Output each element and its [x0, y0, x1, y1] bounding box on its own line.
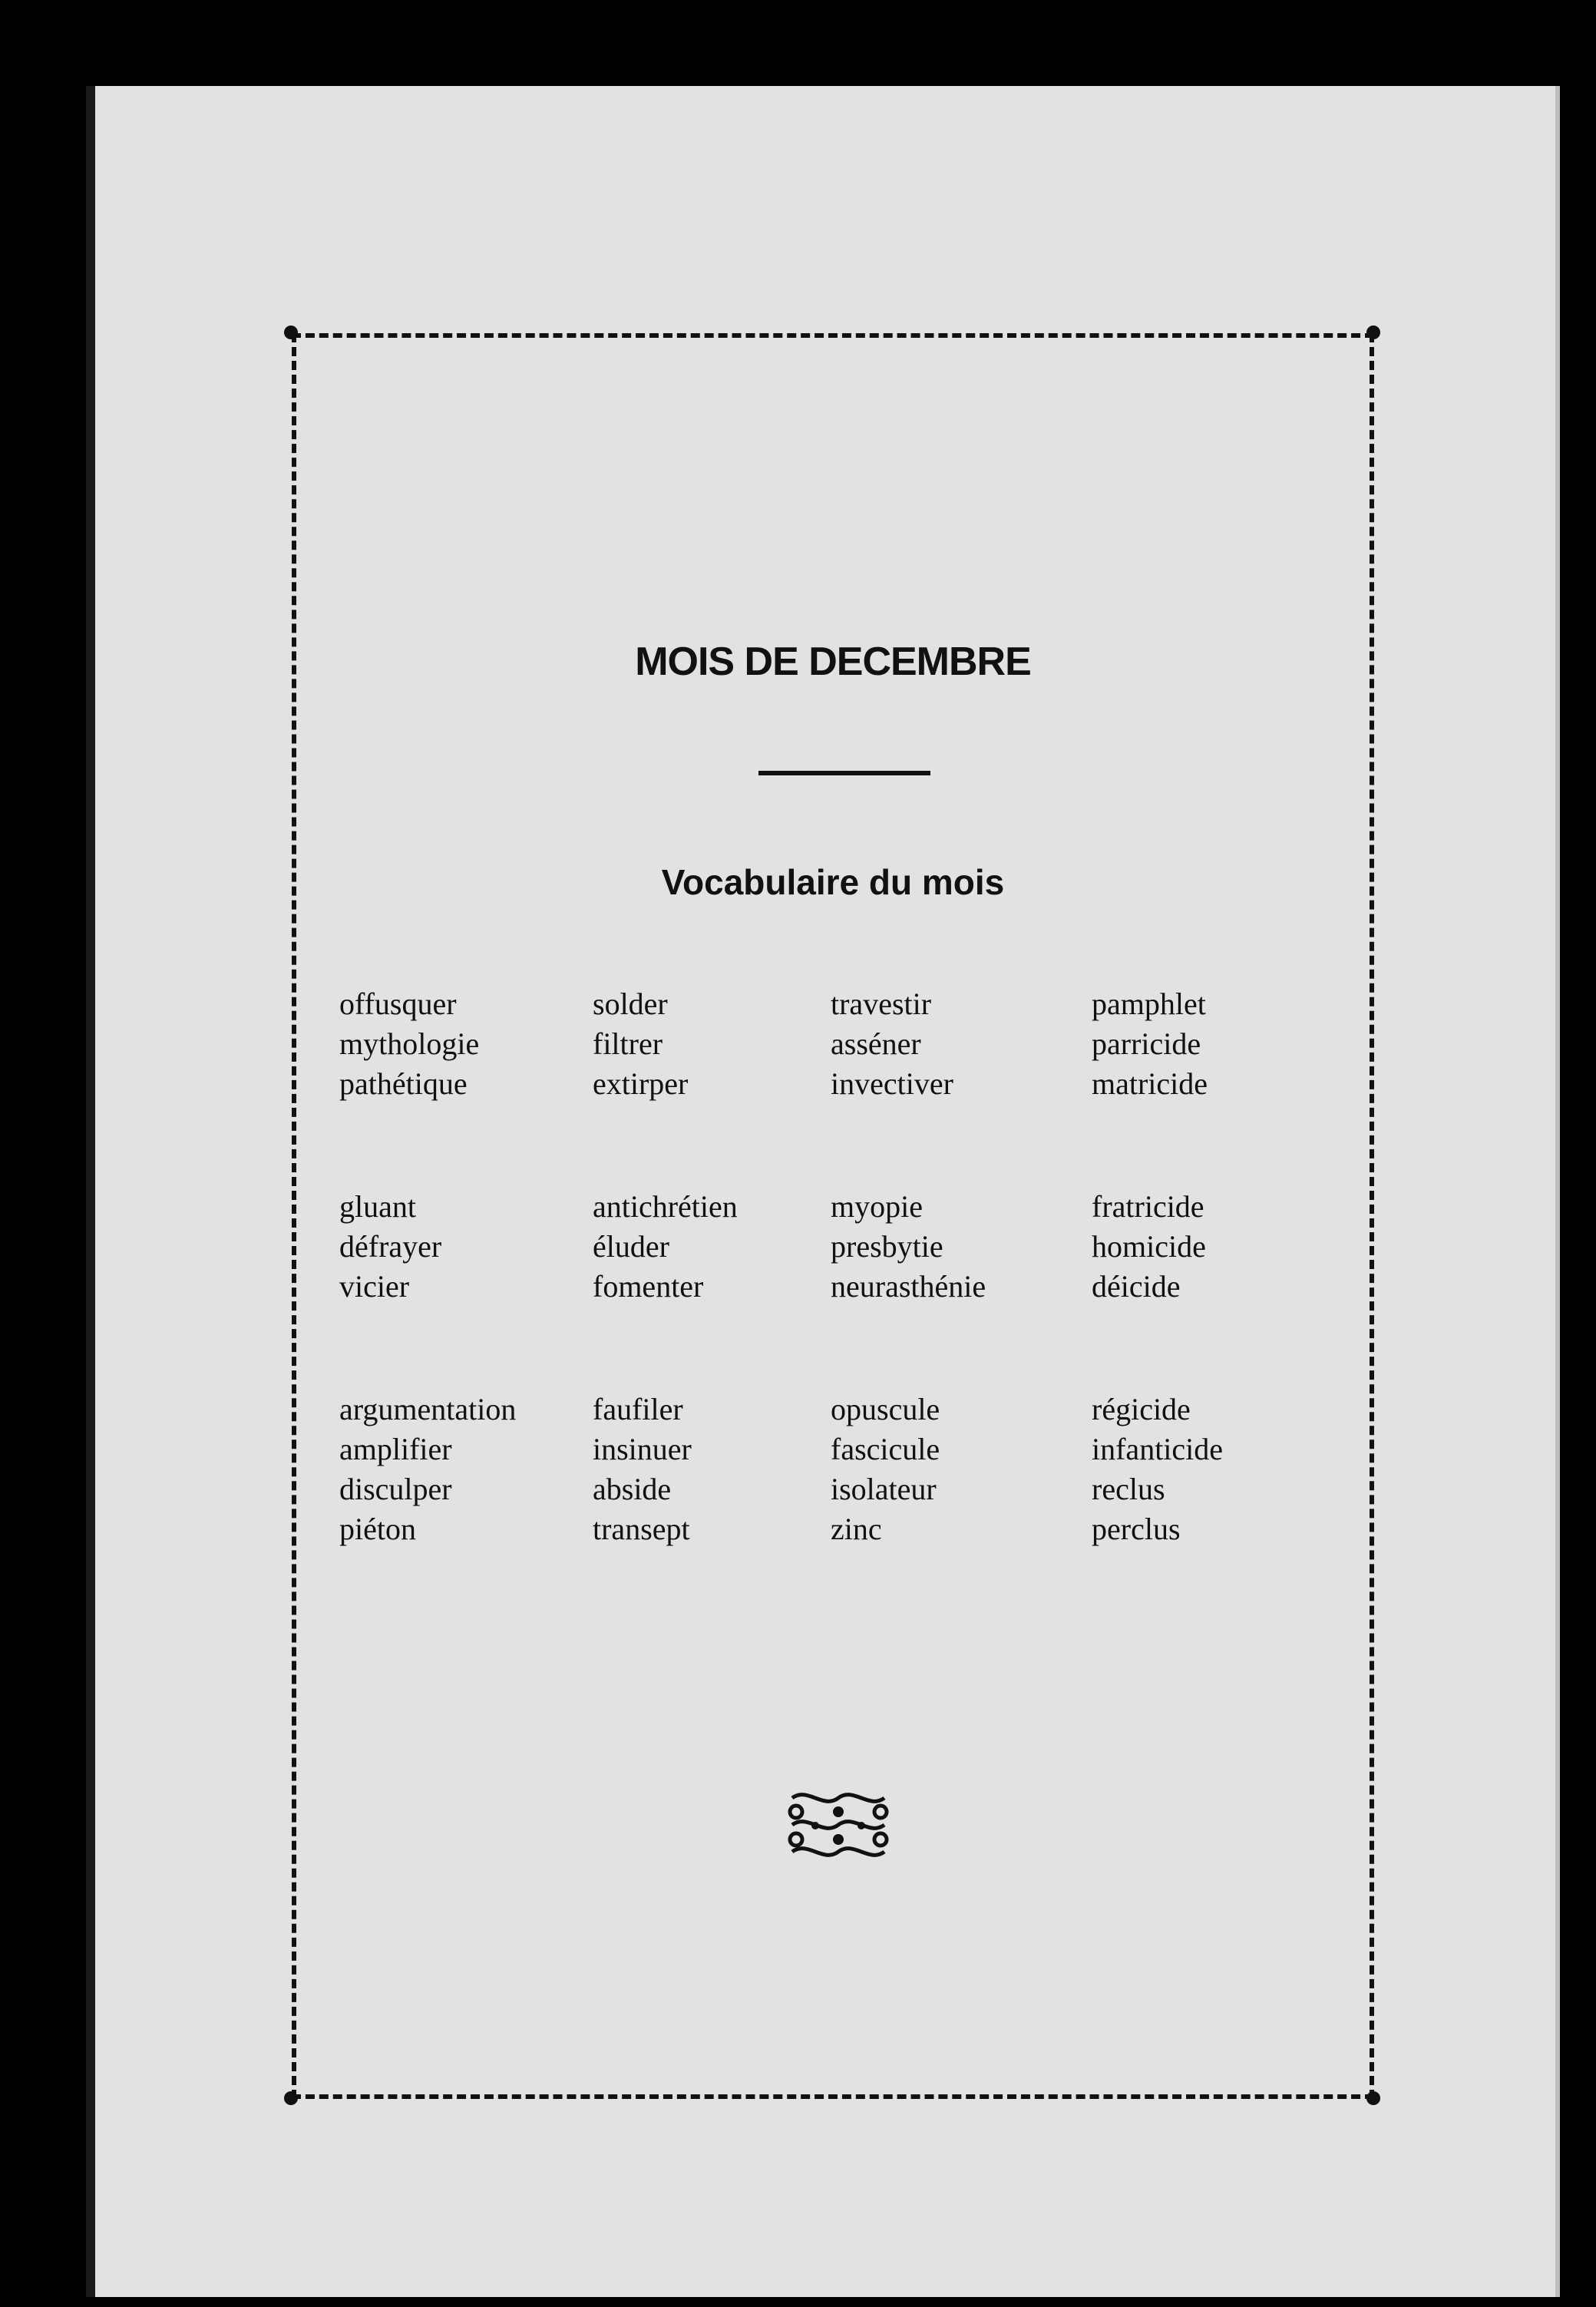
vocabulary-block-1: [339, 984, 1337, 1104]
vocabulary-word: infanticide: [1092, 1432, 1224, 1466]
title-divider: [758, 771, 930, 775]
page-right-edge: [1555, 86, 1560, 2297]
vocabulary-column: [339, 984, 593, 1104]
vocabulary-word: extirper: [593, 1066, 689, 1101]
document-page: [86, 86, 1560, 2297]
vocabulary-word: homicide: [1092, 1229, 1206, 1264]
frame-corner-top-right: [1366, 326, 1380, 339]
vocabulary-word: isolateur: [831, 1472, 937, 1506]
vocabulary-word: fascicule: [831, 1432, 940, 1466]
vocabulary-column: [339, 1187, 593, 1307]
vocabulary-word: parricide: [1092, 1026, 1201, 1061]
frame-corner-top-left: [284, 326, 298, 339]
vocabulary-word: déicide: [1092, 1269, 1181, 1304]
vocabulary-word: argumentation: [339, 1392, 517, 1426]
vocabulary-column: [831, 1390, 1092, 1549]
frame-corner-bottom-left: [284, 2091, 298, 2105]
page-title: MOIS DE DECEMBRE: [635, 640, 1031, 684]
vocabulary-word: travestir: [831, 987, 932, 1021]
vocabulary-column: [831, 1187, 1092, 1307]
vocabulary-word: défrayer: [339, 1229, 442, 1264]
vocabulary-word: fomenter: [593, 1269, 704, 1304]
vocabulary-word: asséner: [831, 1026, 921, 1061]
vocabulary-word: neurasthénie: [831, 1269, 986, 1304]
vocabulary-word: vicier: [339, 1269, 410, 1304]
vocabulary-column: [1092, 984, 1337, 1104]
vocabulary-word: myopie: [831, 1189, 923, 1224]
vocabulary-word: zinc: [831, 1512, 882, 1546]
vocabulary-column: [593, 984, 831, 1104]
vocabulary-word: insinuer: [593, 1432, 692, 1466]
vocabulary-word: pathétique: [339, 1066, 468, 1101]
vocabulary-word: gluant: [339, 1189, 416, 1224]
vocabulary-word: reclus: [1092, 1472, 1165, 1506]
fleuron-ornament-icon: [777, 1783, 900, 1867]
vocabulary-word: invectiver: [831, 1066, 953, 1101]
vocabulary-block-3: [339, 1390, 1337, 1549]
page-subtitle: Vocabulaire du mois: [661, 862, 1005, 902]
vocabulary-word: solder: [593, 987, 668, 1021]
vocabulary-word: faufiler: [593, 1392, 683, 1426]
vocabulary-word: abside: [593, 1472, 672, 1506]
page-left-edge: [86, 86, 95, 2297]
vocabulary-word: opuscule: [831, 1392, 940, 1426]
frame-corner-bottom-right: [1366, 2091, 1380, 2105]
vocabulary-word: transept: [593, 1512, 690, 1546]
vocabulary-word: fratricide: [1092, 1189, 1204, 1224]
vocabulary-word: perclus: [1092, 1512, 1181, 1546]
vocabulary-word: amplifier: [339, 1432, 452, 1466]
vocabulary-column: [831, 984, 1092, 1104]
vocabulary-column: [339, 1390, 593, 1549]
vocabulary-word: offusquer: [339, 987, 457, 1021]
vocabulary-word: pamphlet: [1092, 987, 1206, 1021]
vocabulary-word: éluder: [593, 1229, 669, 1264]
vocabulary-word: matricide: [1092, 1066, 1208, 1101]
vocabulary-column: [1092, 1187, 1337, 1307]
vocabulary-word: antichrétien: [593, 1189, 738, 1224]
vocabulary-column: [1092, 1390, 1337, 1549]
vocabulary-word: piéton: [339, 1512, 416, 1546]
vocabulary-list: [339, 984, 1337, 1632]
vocabulary-word: filtrer: [593, 1026, 663, 1061]
vocabulary-column: [593, 1390, 831, 1549]
vocabulary-block-2: [339, 1187, 1337, 1307]
vocabulary-column: [593, 1187, 831, 1307]
vocabulary-word: disculper: [339, 1472, 452, 1506]
vocabulary-word: presbytie: [831, 1229, 943, 1264]
vocabulary-word: régicide: [1092, 1392, 1191, 1426]
vocabulary-word: mythologie: [339, 1026, 480, 1061]
